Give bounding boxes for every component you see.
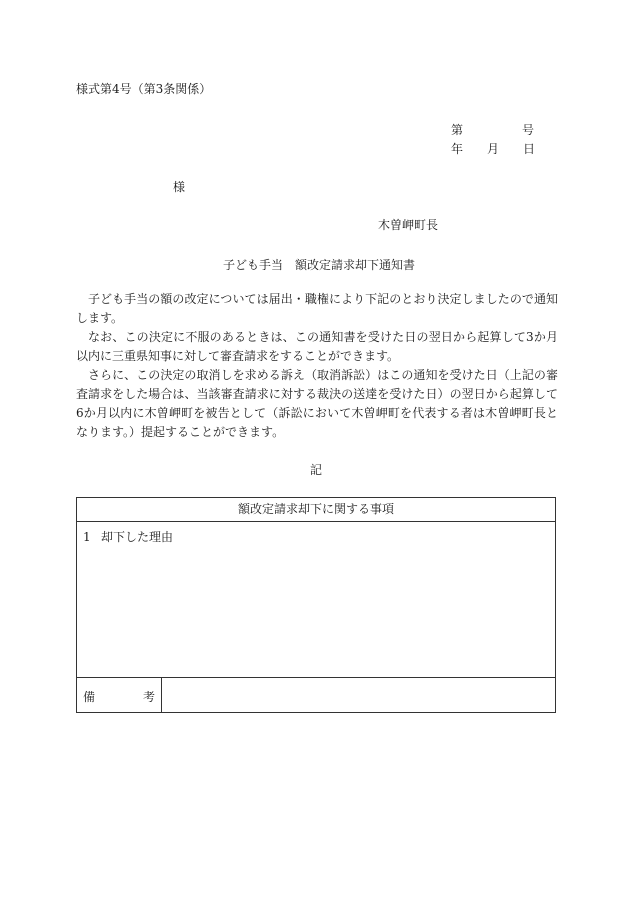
notice-body <box>76 290 558 442</box>
issuer-name: 木曽岬町長 <box>378 218 439 232</box>
title-part-2: 額改定請求却下通知書 <box>295 258 416 272</box>
addressee-honorific: 様 <box>173 180 186 194</box>
rejection-reason-cell <box>77 521 555 678</box>
remarks-char-2: 考 <box>143 690 156 704</box>
date-day: 日 <box>523 142 536 156</box>
form-number-label: 様式第4号（第3条関係） <box>76 82 212 96</box>
item-label: 却下した理由 <box>101 530 174 544</box>
paragraph-lawsuit: さらに、この決定の取消しを求める訴え（取消訴訟）はこの通知を受けた日（上記の審査請求をした場合は、当該審査請求に対する裁決の送達を受けた日）の翌日から起算して6か月以内に木曽岬町を被告として（訴訟において木曽岬町を代表する者は木曽岬町長となります。）提起することができます。 <box>76 368 558 439</box>
number-suffix: 号 <box>522 123 535 137</box>
remarks-char-1: 備 <box>83 690 96 704</box>
title-part-1: 子ども手当 <box>223 258 284 272</box>
document-title <box>223 257 415 273</box>
remarks-value <box>162 678 555 712</box>
date-month: 月 <box>487 142 500 156</box>
details-table <box>76 497 556 713</box>
number-prefix: 第 <box>451 123 464 137</box>
paragraph-appeal: なお、この決定に不服のあるときは、この通知書を受けた日の翌日から起算して3か月以内に三重県知事に対して審査請求をすることができます。 <box>76 330 558 363</box>
remarks-row <box>77 678 555 712</box>
remarks-label <box>77 678 162 712</box>
item-number: 1 <box>83 530 91 544</box>
date-year: 年 <box>451 142 464 156</box>
paragraph-decision: 子ども手当の額の改定については届出・職権により下記のとおり決定しましたので通知します。 <box>76 292 558 325</box>
ki-heading: 記 <box>310 463 323 477</box>
table-header: 額改定請求却下に関する事項 <box>77 498 555 522</box>
rejection-reason-item <box>83 528 173 545</box>
